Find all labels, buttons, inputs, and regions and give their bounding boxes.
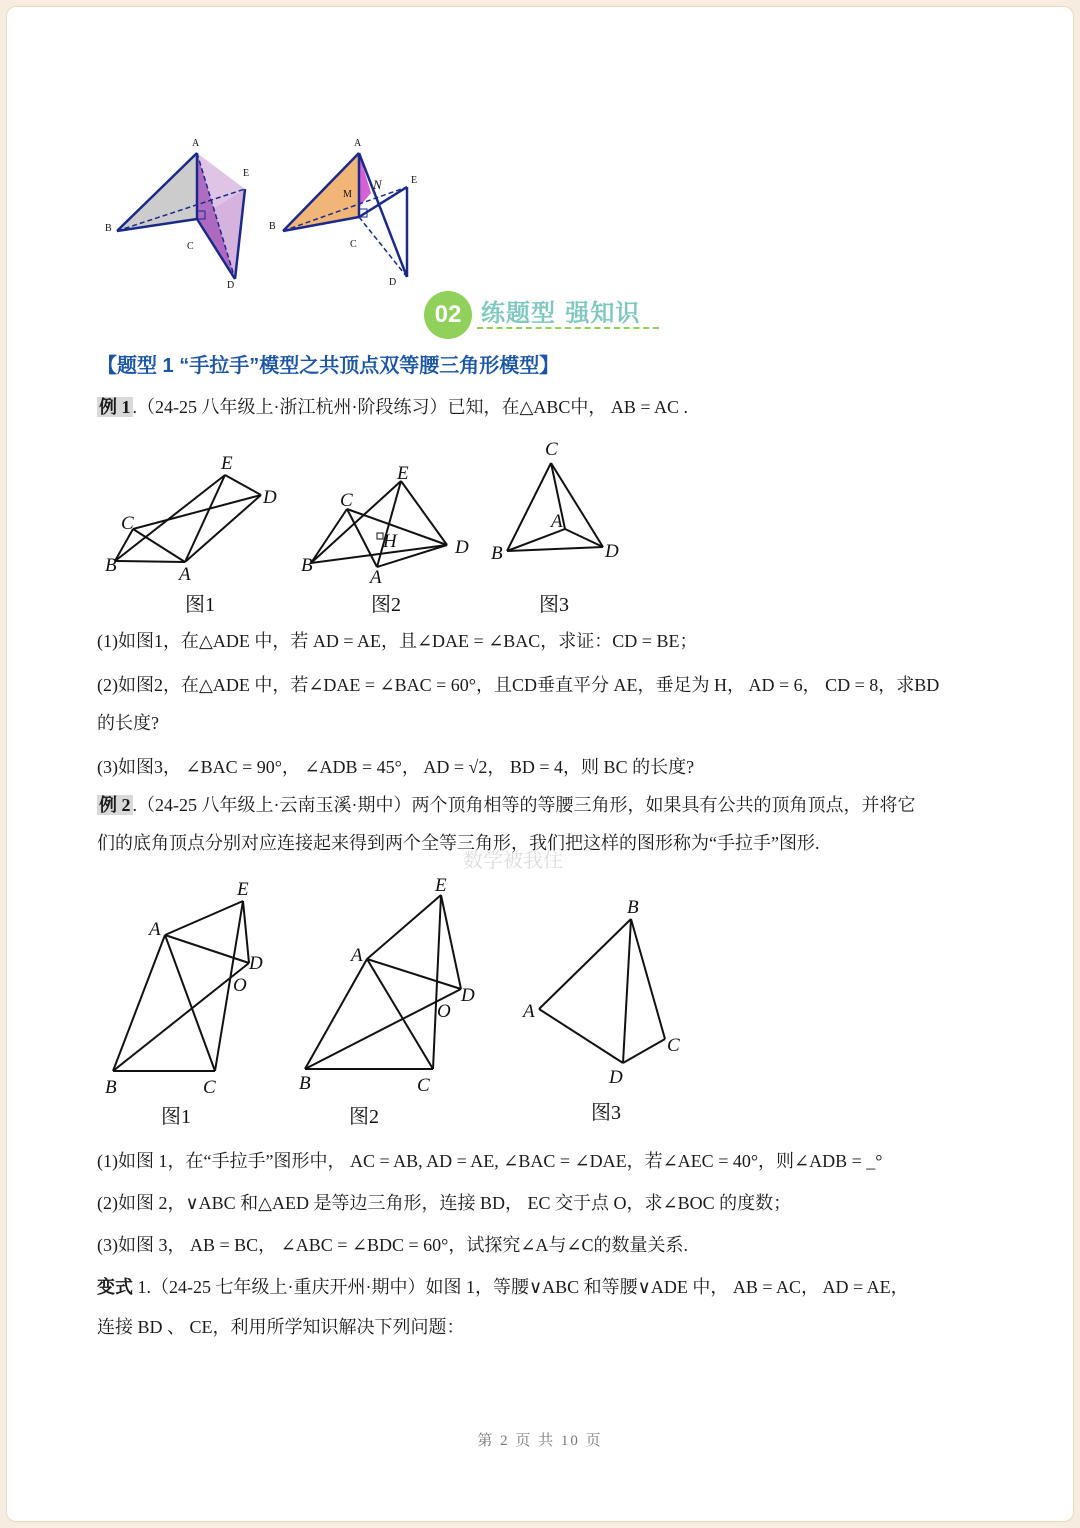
example2-q2: (2)如图 2，∨ABC 和△AED 是等边三角形，连接 BD， EC 交于点 O，求∠BOC 的度数； [97, 1193, 792, 1213]
fig1-label-b: B [105, 555, 117, 576]
label-d: D [227, 280, 235, 291]
fig2-label-h: H [383, 531, 397, 552]
watermark: 数学被我住 [463, 850, 563, 872]
label-m: M [343, 189, 352, 200]
fig1-label-c: C [203, 1077, 216, 1098]
fig1-label-b: B [105, 1077, 117, 1098]
fig2-label-c: C [340, 490, 353, 511]
label-b: B [105, 223, 112, 234]
fig2-label-d: D [455, 537, 469, 558]
fig3-label-a: A [551, 511, 563, 532]
page-footer: 第 2 页 共 10 页 [477, 1433, 603, 1449]
fig3-caption: 图3 [539, 594, 569, 616]
example1-intro: .（24-25 八年级上·浙江杭州·阶段练习）已知，在△ABC中， AB = AC . [132, 397, 689, 417]
fig1-label-c: C [121, 513, 134, 534]
fig1-caption: 图1 [185, 594, 215, 616]
fig2-caption: 图2 [371, 594, 401, 616]
fig2-label-o: O [437, 1001, 451, 1022]
variant1-line2: 连接 BD 、 CE，利用所学知识解决下列问题： [97, 1317, 465, 1337]
fig1-label-d: D [249, 953, 263, 974]
example1-q3: (3)如图3， ∠BAC = 90°， ∠ADB = 45°， AD = √2， BD = 4，则 BC 的长度? [97, 757, 695, 777]
fig2-caption: 图2 [349, 1106, 379, 1128]
fig1-caption: 图1 [161, 1106, 191, 1128]
worksheet-page [6, 6, 1074, 1522]
variant1-line1 [97, 1275, 909, 1299]
example2-figures [95, 871, 715, 1131]
example2-q1: (1)如图 1，在“手拉手”图形中， AC = AB, AD = AE, ∠BAC = ∠DAE，若∠AEC = 40°，则∠ADB = _° [97, 1151, 883, 1171]
example1-figures [95, 437, 655, 617]
label-n: N [373, 177, 382, 192]
example1-q1: (1)如图1，在△ADE 中，若 AD = AE，且∠DAE = ∠BAC，求证：CD = BE； [97, 631, 698, 651]
top-figures [97, 131, 427, 291]
fig3-label-d: D [609, 1067, 623, 1088]
top-figure-b [269, 138, 417, 288]
example2-intro-a: .（24-25 八年级上·云南玉溪·期中）两个顶角相等的等腰三角形，如果具有公共的顶角顶点，并将它 [132, 795, 916, 815]
example2-label: 例 2 [99, 795, 131, 815]
example2-intro-line2: 们的底角顶点分别对应连接起来得到两个全等三角形，我们把这样的图形称为“手拉手”图形. [97, 833, 820, 853]
fig1-label-e: E [221, 453, 233, 474]
section-underline [477, 327, 659, 329]
label-e: E [411, 175, 418, 186]
label-c: C [350, 239, 357, 250]
fig2-label-b: B [301, 555, 313, 576]
fig2-label-e: E [397, 463, 409, 484]
example2-intro-line1 [97, 793, 915, 817]
label-d: D [389, 277, 397, 288]
fig3-caption: 图3 [591, 1102, 621, 1124]
fig3-label-b: B [491, 543, 503, 564]
section-title: 练题型 强知识 [481, 299, 641, 327]
label-a: A [354, 138, 362, 149]
example1-label: 例 1 [99, 397, 131, 417]
label-e: E [243, 168, 250, 179]
fig1-label-a: A [179, 564, 191, 585]
fig3-label-d: D [605, 541, 619, 562]
fig3-label-c: C [667, 1035, 680, 1056]
fig2-label-a: A [351, 945, 363, 966]
fig2-label-c: C [417, 1075, 430, 1096]
top-figure-a [105, 138, 249, 291]
label-b: B [269, 221, 276, 232]
example1-q2-line1: (2)如图2，在△ADE 中，若∠DAE = ∠BAC = 60°，且CD垂直平分 AE，垂足为 H， AD = 6， CD = 8，求BD [97, 675, 940, 695]
fig1-label-a: A [149, 919, 161, 940]
fig3-label-c: C [545, 439, 558, 460]
fig2-label-b: B [299, 1073, 311, 1094]
topic-heading: 【题型 1 “手拉手”模型之共顶点双等腰三角形模型】 [97, 355, 560, 377]
example2-q3: (3)如图 3， AB = BC， ∠ABC = ∠BDC = 60°，试探究∠A与∠C的数量关系. [97, 1235, 689, 1255]
variant1-label: 变式 [97, 1277, 133, 1297]
example1-intro-line [97, 395, 688, 419]
fig2-label-e: E [435, 875, 447, 896]
fig1-label-o: O [233, 975, 247, 996]
fig1-label-e: E [237, 879, 249, 900]
example1-q2-line2: 的长度? [97, 713, 159, 733]
label-c: C [187, 241, 194, 252]
label-a: A [192, 138, 200, 149]
variant1-text-a: 1.（24-25 七年级上·重庆开州·期中）如图 1，等腰∨ABC 和等腰∨ADE 中， AB = AC， AD = AE， [133, 1277, 909, 1297]
fig3-label-a: A [523, 1001, 535, 1022]
fig1-label-d: D [263, 487, 277, 508]
section-badge: 02 [424, 291, 472, 339]
fig2-label-d: D [461, 985, 475, 1006]
fig2-label-a: A [370, 567, 382, 588]
fig3-label-b: B [627, 897, 639, 918]
